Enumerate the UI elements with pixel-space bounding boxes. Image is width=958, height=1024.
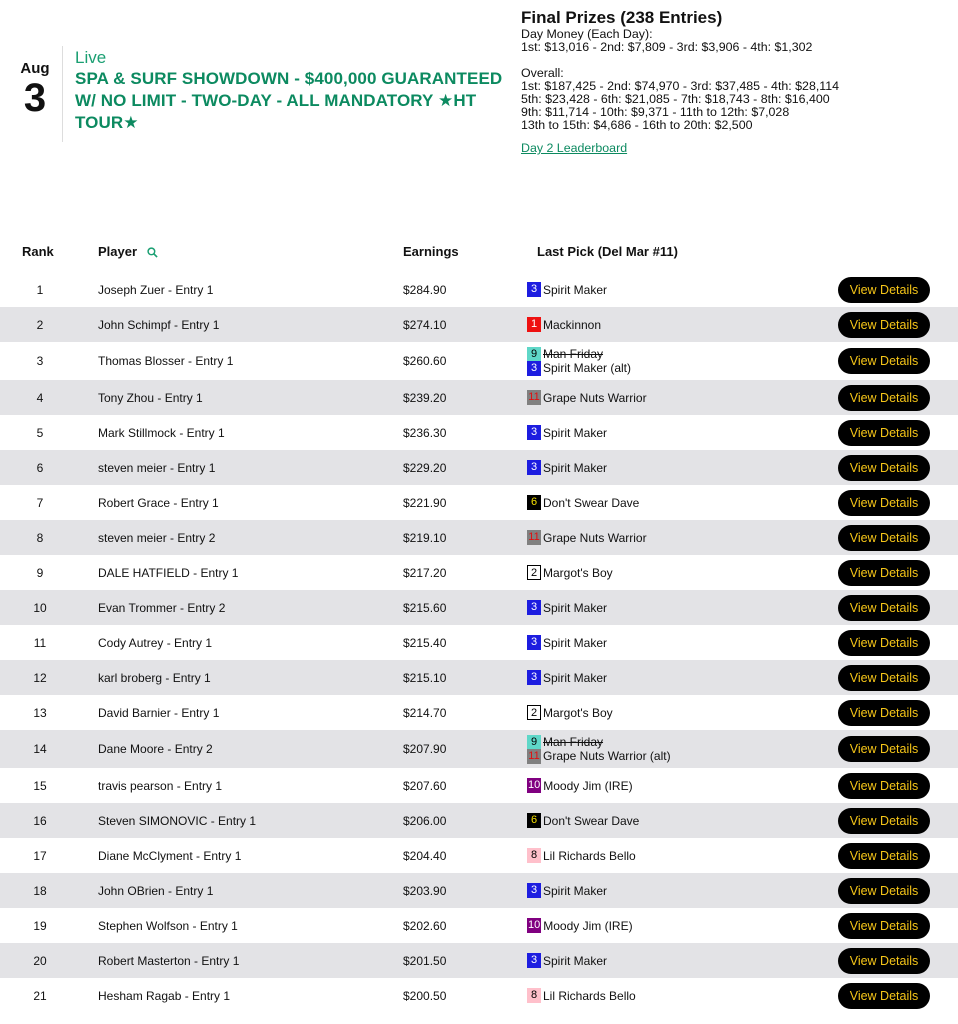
view-details-button[interactable]: View Details [838,808,930,834]
earnings-cell: $260.60 [403,354,447,368]
earnings-cell: $236.30 [403,425,447,440]
view-details-button[interactable]: View Details [838,878,930,904]
post-number-badge: 6 [527,495,541,510]
pick-item [527,735,603,749]
horse-name: Don't Swear Dave [543,813,640,828]
player-cell: Dane Moore - Entry 2 [98,742,213,756]
player-cell: Diane McClyment - Entry 1 [98,848,242,863]
table-row [0,978,958,1013]
player-cell: John OBrien - Entry 1 [98,883,214,898]
event-status: Live [75,48,107,67]
pick-item [527,495,639,511]
pick-item [527,813,639,829]
header-rank: Rank [22,244,54,259]
horse-name: Lil Richards Bello [543,848,636,863]
rank-cell: 19 [33,918,47,933]
player-cell: Robert Masterton - Entry 1 [98,953,240,968]
player-cell: Stephen Wolfson - Entry 1 [98,918,238,933]
rank-cell: 2 [36,317,44,332]
player-cell: Robert Grace - Entry 1 [98,495,219,510]
rank-cell: 12 [33,670,47,685]
player-cell: Thomas Blosser - Entry 1 [98,354,234,368]
last-pick-cell [527,838,636,873]
last-pick-cell [527,873,607,908]
earnings-cell: $204.40 [403,848,447,863]
horse-name: Grape Nuts Warrior (alt) [543,749,671,763]
view-details-button[interactable]: View Details [838,420,930,446]
pick-item [527,600,607,616]
horse-name: Spirit Maker [543,460,608,475]
horse-name: Margot's Boy [543,565,613,580]
earnings-cell: $215.60 [403,600,447,615]
horse-name: Grape Nuts Warrior [543,530,647,545]
view-details-button[interactable]: View Details [838,277,930,303]
view-details-button[interactable]: View Details [838,385,930,411]
table-header [0,244,958,260]
rank-cell: 3 [36,354,44,368]
post-number-badge: 6 [527,813,541,828]
overall-line: 9th: $11,714 - 10th: $9,371 - 11th to 12th: $7,028 [521,105,790,119]
last-pick-cell [527,272,607,307]
earnings-cell: $214.70 [403,705,447,720]
post-number-badge: 3 [527,361,541,376]
player-cell: steven meier - Entry 1 [98,460,216,475]
post-number-badge: 3 [527,883,541,898]
rank-cell: 16 [33,813,47,828]
view-details-button[interactable]: View Details [838,700,930,726]
post-number-badge: 3 [527,670,541,685]
table-row [0,520,958,555]
view-details-button[interactable]: View Details [838,843,930,869]
earnings-cell: $239.20 [403,390,447,405]
event-info [75,48,505,134]
pick-item [527,988,636,1004]
player-cell: Hesham Ragab - Entry 1 [98,988,231,1003]
table-row [0,803,958,838]
horse-name: Spirit Maker [543,670,608,685]
header-player-label: Player [98,244,138,259]
player-cell: Steven SIMONOVIC - Entry 1 [98,813,257,828]
horse-name: Spirit Maker [543,953,608,968]
last-pick-cell [527,660,607,695]
player-cell: travis pearson - Entry 1 [98,778,223,793]
last-pick-cell [527,520,647,555]
earnings-cell: $200.50 [403,988,447,1003]
earnings-cell: $219.10 [403,530,447,545]
horse-name: Mackinnon [543,317,602,332]
view-details-button[interactable]: View Details [838,312,930,338]
rank-cell: 5 [36,425,44,440]
player-cell: DALE HATFIELD - Entry 1 [98,565,239,580]
table-row [0,272,958,307]
table-row [0,307,958,342]
last-pick-cell [527,730,671,768]
rank-cell: 20 [33,953,47,968]
rank-cell: 17 [33,848,47,863]
rank-cell: 18 [33,883,47,898]
last-pick-cell [527,485,639,520]
table-row [0,838,958,873]
last-pick-cell [527,625,607,660]
last-pick-cell [527,695,613,730]
table-row [0,660,958,695]
table-row [0,415,958,450]
post-number-badge: 11 [528,749,540,762]
post-number-badge: 2 [527,705,541,720]
pick-item [527,390,647,406]
post-number-badge: 11 [528,391,540,403]
earnings-cell: $229.20 [403,460,447,475]
player-cell: David Barnier - Entry 1 [98,705,220,720]
pick-item [527,425,607,441]
horse-name: Moody Jim (IRE) [543,778,633,793]
horse-name: Don't Swear Dave [543,495,640,510]
pick-item [527,347,603,361]
view-details-button[interactable]: View Details [838,560,930,586]
table-row [0,555,958,590]
earnings-cell: $206.00 [403,813,447,828]
post-number-badge: 8 [527,988,541,1003]
player-cell: Mark Stillmock - Entry 1 [98,425,225,440]
pick-item [527,530,647,546]
player-cell: karl broberg - Entry 1 [98,670,211,685]
header-last-pick: Last Pick (Del Mar #11) [537,244,678,259]
table-row [0,450,958,485]
player-cell: John Schimpf - Entry 1 [98,317,220,332]
last-pick-cell [527,415,607,450]
view-details-button[interactable]: View Details [838,913,930,939]
last-pick-cell [527,908,633,943]
player-cell: steven meier - Entry 2 [98,530,216,545]
view-details-button[interactable]: View Details [838,948,930,974]
pick-item [527,778,633,794]
table-row [0,625,958,660]
horse-name: Man Friday [543,347,604,361]
table-row [0,873,958,908]
pick-item [527,705,613,721]
view-details-button[interactable]: View Details [838,773,930,799]
player-cell: Evan Trommer - Entry 2 [98,600,226,615]
horse-name: Lil Richards Bello [543,988,636,1003]
post-number-badge: 2 [527,565,541,580]
post-number-badge: 9 [527,735,541,750]
horse-name: Moody Jim (IRE) [543,918,633,933]
rank-cell: 15 [33,778,47,793]
table-row [0,943,958,978]
view-details-button[interactable]: View Details [838,665,930,691]
event-day: 3 [23,76,47,120]
earnings-cell: $207.60 [403,778,447,793]
earnings-cell: $201.50 [403,953,447,968]
prizes-title: Final Prizes (238 Entries) [521,8,723,27]
day-money-values: 1st: $13,016 - 2nd: $7,809 - 3rd: $3,906 - 4th: $1,302 [521,40,813,54]
pick-item [527,918,633,934]
last-pick-cell [527,342,631,380]
post-number-badge: 10 [528,919,541,931]
event-date [18,60,52,118]
view-details-button[interactable]: View Details [838,525,930,551]
post-number-badge: 3 [527,600,541,615]
horse-name: Spirit Maker [543,883,608,898]
day-money-label: Day Money (Each Day): [521,27,653,41]
earnings-cell: $202.60 [403,918,447,933]
pick-item [527,848,636,864]
post-number-badge: 3 [527,282,541,297]
pick-item [527,749,671,763]
day2-leaderboard-link[interactable]: Day 2 Leaderboard [521,141,628,155]
pick-item [527,953,607,969]
earnings-cell: $217.20 [403,565,447,580]
table-row [0,590,958,625]
horse-name: Spirit Maker [543,635,608,650]
pick-item [527,565,613,581]
earnings-cell: $284.90 [403,282,447,297]
horse-name: Grape Nuts Warrior [543,390,647,405]
post-number-badge: 1 [527,317,541,332]
rank-cell: 4 [36,390,44,405]
rank-cell: 7 [36,495,44,510]
pick-item [527,883,607,899]
view-details-button[interactable]: View Details [838,630,930,656]
rank-cell: 6 [36,460,44,475]
table-row [0,485,958,520]
rank-cell: 9 [36,565,44,580]
earnings-cell: $215.10 [403,670,447,685]
horse-name: Spirit Maker (alt) [543,361,632,375]
overall-line: 1st: $187,425 - 2nd: $74,970 - 3rd: $37,485 - 4th: $28,114 [521,79,840,93]
horse-name: Spirit Maker [543,425,608,440]
pick-item [527,670,607,686]
earnings-cell: $215.40 [403,635,447,650]
last-pick-cell [527,450,607,485]
player-cell: Joseph Zuer - Entry 1 [98,282,214,297]
table-row [0,908,958,943]
header-earnings: Earnings [403,244,459,259]
rank-cell: 13 [33,705,47,720]
table-row [0,380,958,415]
overall-label: Overall: [521,66,564,80]
last-pick-cell [527,978,636,1013]
pick-item [527,317,601,333]
rank-cell: 11 [33,635,47,650]
table-row [0,768,958,803]
post-number-badge: 3 [527,425,541,440]
last-pick-cell [527,590,607,625]
table-row [0,342,958,380]
overall-line: 13th to 15th: $4,686 - 16th to 20th: $2,500 [521,118,753,132]
last-pick-cell [527,943,607,978]
pick-item [527,361,631,375]
view-details-button[interactable]: View Details [838,348,930,374]
view-details-button[interactable]: View Details [838,595,930,621]
player-cell: Tony Zhou - Entry 1 [98,390,203,405]
leaderboard-table [0,272,958,1013]
table-row [0,695,958,730]
view-details-button[interactable]: View Details [838,490,930,516]
rank-cell: 10 [33,600,47,615]
post-number-badge: 3 [527,635,541,650]
earnings-cell: $203.90 [403,883,447,898]
earnings-cell: $221.90 [403,495,447,510]
rank-cell: 8 [36,530,44,545]
pick-item [527,635,607,651]
rank-cell: 14 [33,742,47,756]
horse-name: Man Friday [543,735,604,749]
header-divider [62,46,63,142]
header-player [98,244,158,259]
horse-name: Spirit Maker [543,600,608,615]
view-details-button[interactable]: View Details [838,736,930,762]
event-title: SPA & SURF SHOWDOWN - $400,000 GUARANTEED W/ NO LIMIT - TWO-DAY - ALL MANDATORY ★HT TOUR★ [75,69,503,132]
view-details-button[interactable]: View Details [838,455,930,481]
last-pick-cell [527,307,601,342]
post-number-badge: 3 [527,953,541,968]
last-pick-cell [527,768,633,803]
event-header [0,0,958,225]
player-cell: Cody Autrey - Entry 1 [98,635,213,650]
earnings-cell: $274.10 [403,317,447,332]
last-pick-cell [527,555,613,590]
view-details-button[interactable]: View Details [838,983,930,1009]
event-month: Aug [20,60,50,77]
post-number-badge: 9 [527,347,541,362]
last-pick-cell [527,380,647,415]
last-pick-cell [527,803,639,838]
horse-name: Margot's Boy [543,705,613,720]
table-row [0,730,958,768]
rank-cell: 21 [33,988,47,1003]
post-number-badge: 11 [528,531,540,543]
search-icon[interactable] [147,247,158,258]
post-number-badge: 3 [527,460,541,475]
post-number-badge: 8 [527,848,541,863]
post-number-badge: 10 [528,779,541,791]
horse-name: Spirit Maker [543,282,608,297]
pick-item [527,460,607,476]
earnings-cell: $207.90 [403,742,447,756]
overall-line: 5th: $23,428 - 6th: $21,085 - 7th: $18,743 - 8th: $16,400 [521,92,830,106]
pick-item [527,282,607,298]
prizes-panel [521,8,941,155]
rank-cell: 1 [36,282,44,297]
